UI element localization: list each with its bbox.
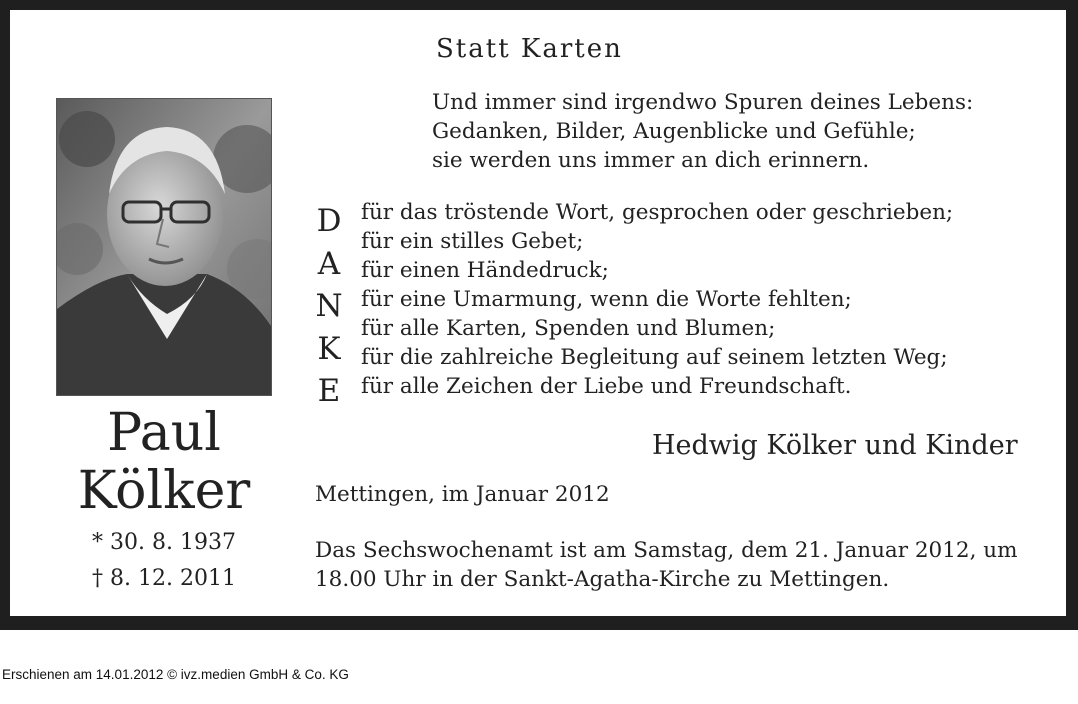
place-date: Mettingen, im Januar 2012: [315, 482, 610, 507]
thanks-line: für alle Karten, Spenden und Blumen;: [361, 316, 776, 341]
thanks-line: für ein stilles Gebet;: [361, 229, 584, 254]
birth-date: * 30. 8. 1937: [92, 530, 236, 555]
publication-footer: Erschienen am 14.01.2012 © ivz.medien GmbH & Co. KG: [2, 667, 349, 682]
thanks-line: für einen Händedruck;: [361, 258, 609, 283]
heading: Statt Karten: [436, 34, 623, 64]
thanks-line: für die zahlreiche Begleitung auf seinem letzten Weg;: [361, 345, 948, 370]
danke-letter: N: [315, 288, 343, 324]
thanks-line: für eine Umarmung, wenn die Worte fehlten;: [361, 287, 852, 312]
danke-letter: E: [317, 373, 341, 409]
last-name: Kölker: [77, 461, 251, 521]
notice-line: 18.00 Uhr in der Sankt-Agatha-Kirche zu Mettingen.: [315, 567, 890, 592]
notice-line: Das Sechswochenamt ist am Samstag, dem 21. Januar 2012, um: [315, 538, 1018, 563]
thanks-list: [361, 198, 953, 401]
thanks-line: für alle Zeichen der Liebe und Freundschaft.: [361, 374, 852, 399]
poem: [432, 88, 973, 175]
danke-letter: D: [316, 203, 342, 239]
obituary-card: [10, 10, 1066, 616]
danke-acrostic: [314, 200, 344, 413]
poem-line: sie werden uns immer an dich erinnern.: [432, 148, 870, 173]
danke-letter: A: [317, 245, 341, 282]
poem-line: Und immer sind irgendwo Spuren deines Lebens:: [432, 90, 974, 115]
thanks-line: für das tröstende Wort, gesprochen oder geschrieben;: [361, 200, 954, 225]
family-signature: Hedwig Kölker und Kinder: [652, 430, 1018, 461]
portrait-image: [57, 99, 272, 396]
death-date: † 8. 12. 2011: [92, 566, 236, 591]
danke-letter: K: [317, 330, 341, 367]
portrait-photo: [56, 98, 272, 396]
poem-line: Gedanken, Bilder, Augenblicke und Gefühle;: [432, 119, 916, 144]
first-name: Paul: [107, 403, 221, 463]
service-notice: [315, 536, 1017, 594]
